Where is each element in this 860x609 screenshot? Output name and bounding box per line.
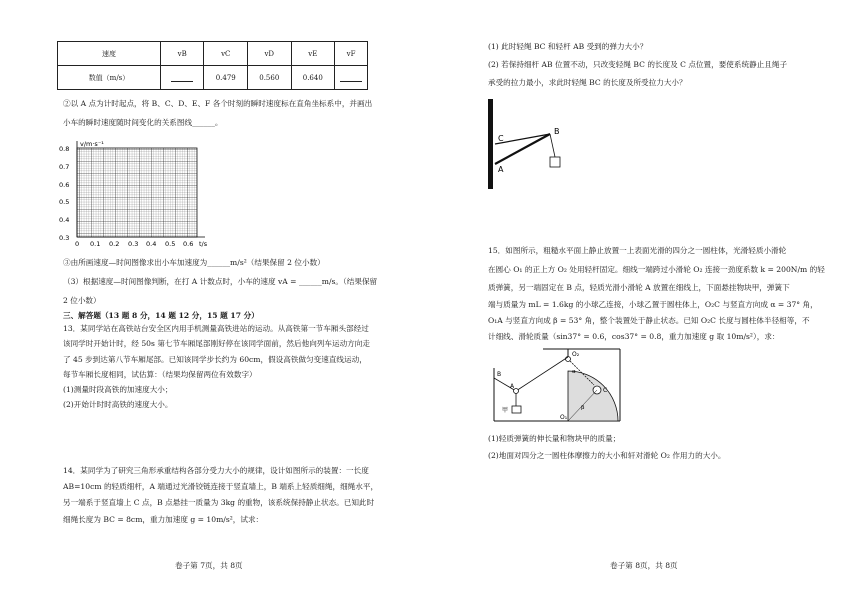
fig14-label-b: B <box>554 127 560 136</box>
fig15-pulley-a <box>514 389 519 394</box>
fig14-hang-string <box>550 134 555 157</box>
q13-line-4: 每节车厢长度相同，试估算：（结果均保留两位有效数字） <box>63 370 257 379</box>
q13-line-2: 该同学时开始计时，经 50s 第七节车厢尾部刚好停在该同学面前，然后他向列车运动方向走 <box>63 339 370 348</box>
table-col-vf: vF <box>335 42 368 66</box>
q2-line2: 小车的瞬时速度随时间变化的关系图线______。 <box>63 118 223 127</box>
speed-table <box>57 41 368 90</box>
q14-right-sub-1: (1) 此时轻绳 BC 和轻杆 AB 受到的弹力大小？ <box>488 42 648 51</box>
fig15-quarter-cylinder <box>568 371 618 421</box>
q15-line-4: 端与质量为 mL = 1.6kg 的小球乙连接，小球乙置于圆柱体上，O₂C 与竖直方向成 α = 37° 角， <box>488 300 818 309</box>
ytick-0.4: 0.4 <box>59 216 70 224</box>
q13-sub-2: (2)开始计时时高铁的速度大小。 <box>63 400 173 409</box>
q3b-line2: 2 位小数） <box>63 296 101 305</box>
graph-xlabel: t/s <box>199 240 208 248</box>
xtick-0.6: 0.6 <box>183 240 194 248</box>
table-col-vc: vC <box>204 42 248 66</box>
q15-sub-1: (1)轻质弹簧的伸长量和物块甲的质量； <box>488 434 621 443</box>
q15-line-1: 15．如图所示，粗糙水平面上静止放置一上表面光滑的四分之一圆柱体，光滑轻质小滑轮 <box>488 246 787 255</box>
graph-grid-coarse <box>77 148 197 237</box>
ytick-0.8: 0.8 <box>59 145 70 153</box>
left-page-footer: 卷子第 7页，共 8页 <box>175 561 243 570</box>
table-header-speed: 速度 <box>58 42 161 66</box>
fig15-label-o2: O₂ <box>572 351 580 358</box>
fig15-label-alpha: α <box>572 369 576 375</box>
table-cell-vf <box>335 66 368 90</box>
q13-line-1: 13．某同学站在高铁站台安全区内用手机测量高铁进站的运动。从高铁第一节车厢头部经过 <box>63 324 369 333</box>
xtick-0.5: 0.5 <box>165 240 176 248</box>
xtick-0.1: 0.1 <box>90 240 101 248</box>
table-col-vd: vD <box>248 42 292 66</box>
figure-14 <box>482 94 572 194</box>
vt-graph <box>55 137 215 249</box>
ytick-0.5: 0.5 <box>59 198 70 206</box>
fig14-label-c: C <box>498 134 504 143</box>
right-page-footer: 卷子第 8页，共 8页 <box>610 561 678 570</box>
fig15-block-jia <box>512 406 521 413</box>
fig15-label-a: A <box>510 383 515 390</box>
q14-right-sub-2: (2) 若保持细杆 AB 位置不动，只改变轻绳 BC 的长度及 C 点位置，要使系统静止且绳子 <box>488 60 788 69</box>
fig14-label-a: A <box>498 165 504 174</box>
q2-line1: ②以 A 点为计时起点，将 B、C、D、E、F 各个时刻的瞬时速度标在直角坐标系中，并画出 <box>63 99 373 108</box>
q14-line-4: 细绳长度为 BC = 8cm，重力加速度 g = 10m/s²，试求： <box>63 515 264 524</box>
fig15-string-right <box>516 357 568 391</box>
q3b-line1: （3）根据速度—时间图像判断，在打 A 计数点时，小车的速度 vA = ______m/s。（结果保留 <box>63 277 378 286</box>
fig15-label-jia: 甲 <box>502 407 509 414</box>
figure-15 <box>488 343 628 428</box>
ytick-0.3: 0.3 <box>59 234 70 242</box>
q14-line-2: AB=10cm 的轻质细杆，A 端通过光滑铰链连接于竖直墙上，B 端系上轻质细绳，细绳水平， <box>63 482 379 491</box>
table-col-ve: vE <box>291 42 335 66</box>
xtick-0.2: 0.2 <box>109 240 120 248</box>
q15-line-2: 在圆心 O₁ 的正上方 O₂ 处用轻杆固定。细线一端跨过小滑轮 O₂ 连接一劲度系数 k = 200N/m 的轻 <box>488 265 825 274</box>
xtick-0.4: 0.4 <box>146 240 157 248</box>
fig15-label-o1: O₁ <box>560 414 568 421</box>
q15-line-6: 计细线、滑轮质量（sin37° = 0.6，cos37° = 0.8，重力加速度 g 取 10m/s²），求： <box>488 332 780 341</box>
q13-sub-1: (1)测量时段高铁的加速度大小； <box>63 385 173 394</box>
fig14-wall <box>488 99 493 189</box>
xtick-0.3: 0.3 <box>128 240 139 248</box>
fig15-label-b: B <box>497 371 502 378</box>
graph-ylabel: v/m·s⁻¹ <box>80 140 104 148</box>
ytick-0.7: 0.7 <box>59 163 70 171</box>
ytick-0.6: 0.6 <box>59 181 70 189</box>
q15-line-5: O₁A 与竖直方向成 β = 53° 角，整个装置处于静止状态。已知 O₂C 长度与圆柱体半径相等，不 <box>488 316 810 325</box>
table-value-label: 数值（m/s） <box>58 66 161 90</box>
q14-line-3: 另一端系于竖直墙上 C 点，B 点悬挂一质量为 3kg 的重物，该系统保持静止状态。已知此时 <box>63 498 375 507</box>
q3-line: ③由所画速度—时间图像求出小车加速度为______m/s²（结果保留 2 位小数） <box>63 258 325 267</box>
table-cell-vd: 0.560 <box>248 66 292 90</box>
q13-line-3: 了 45 步到达第八节车厢尾部。已知该同学步长约为 60cm，假设高铁做匀变速直线运动， <box>63 355 367 364</box>
table-cell-ve: 0.640 <box>291 66 335 90</box>
section-title: 三、解答题（13 题 8 分，14 题 12 分，15 题 17 分） <box>63 311 259 320</box>
fig15-label-c: C <box>603 387 608 394</box>
q15-sub-2: (2)地面对四分之一圆柱体摩擦力的大小和轩对滑轮 O₂ 作用力的大小。 <box>488 451 726 460</box>
table-cell-vb <box>160 66 204 90</box>
xtick-0: 0 <box>75 240 80 248</box>
q14-right-sub-3: 承受的拉力最小，求此时轻绳 BC 的长度及所受拉力大小？ <box>488 78 687 87</box>
q15-line-3: 质弹簧，另一端固定在 B 点，轻质光滑小滑轮 A 放置在细线上，下面悬挂物块甲，弹簧下 <box>488 283 790 292</box>
table-col-vb: vB <box>160 42 204 66</box>
table-cell-vc: 0.479 <box>204 66 248 90</box>
fig15-label-beta: β <box>581 405 585 411</box>
q14-line-1: 14．某同学为了研究三角形承重结构各部分受力大小的规律，设计如图所示的装置：一长度 <box>63 466 369 475</box>
fig14-weight <box>550 157 560 167</box>
